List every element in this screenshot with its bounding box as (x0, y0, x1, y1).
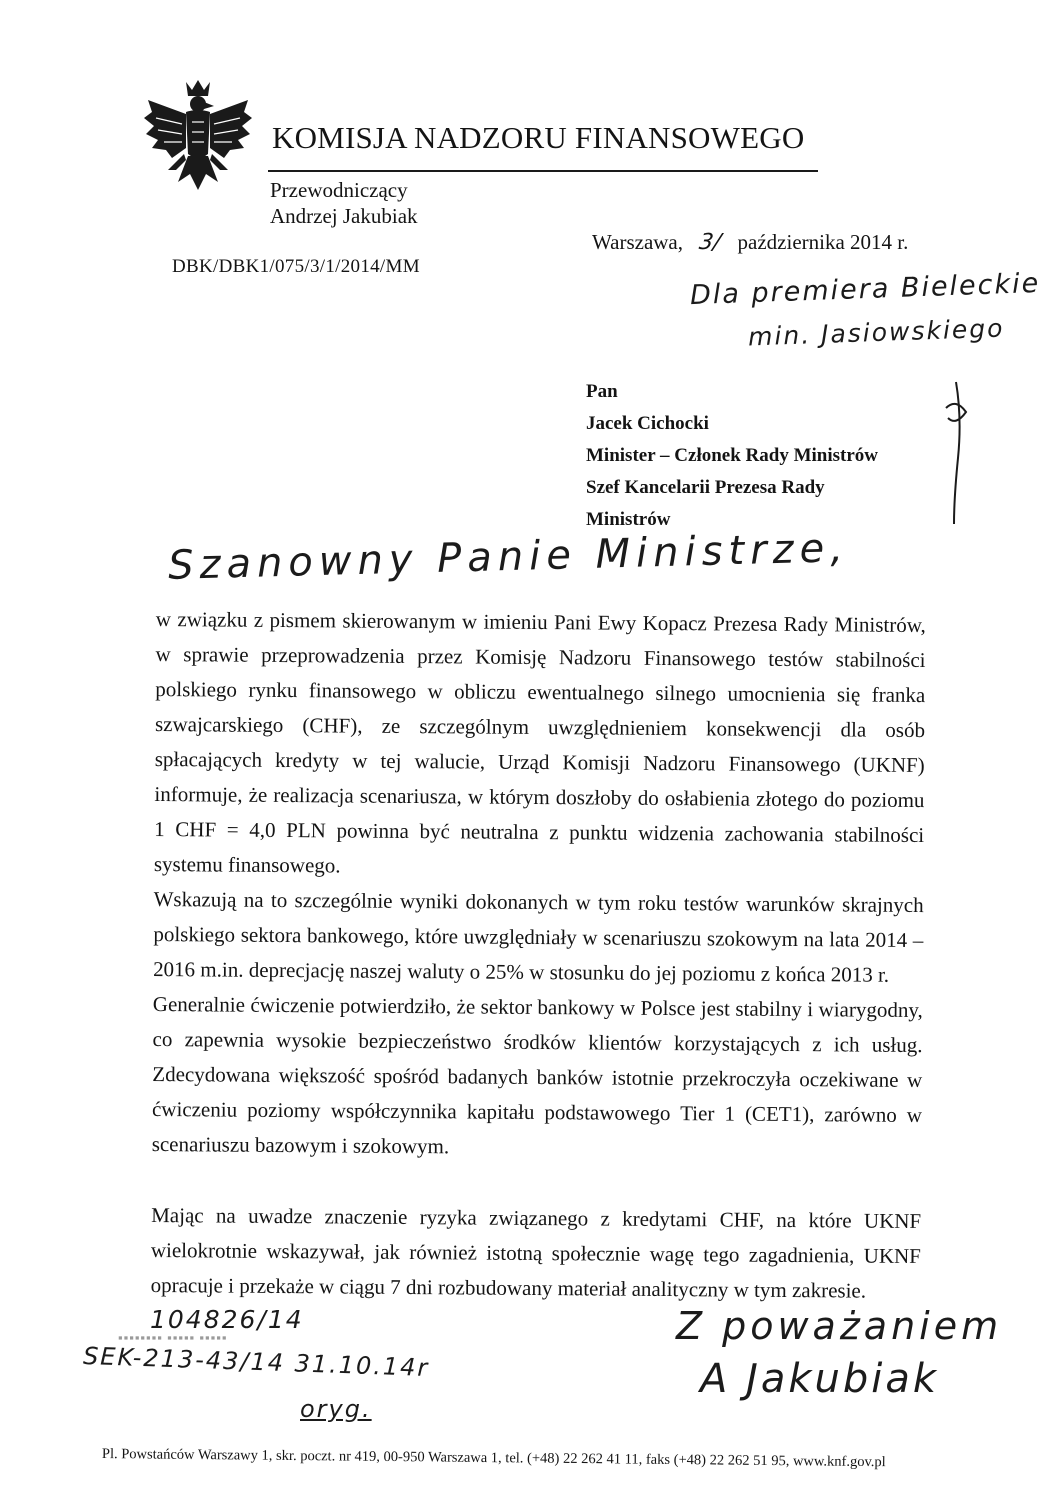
addressee-line: Szef Kancelarii Prezesa Rady (586, 477, 825, 498)
chair-title: Przewodniczący (270, 178, 408, 202)
registry-number: 104826/14 (150, 1305, 304, 1334)
handwritten-closing: Z poważaniem (676, 1304, 1003, 1348)
date-day: 3/ (697, 230, 723, 255)
polish-eagle-emblem (142, 78, 254, 196)
faint-stamp-mark: ▪▪▪▪▪▪▪▪ ▪▪▪▪▪ ▪▪▪▪▪ (118, 1330, 228, 1345)
footer-address: Pl. Powstańców Warszawy 1, skr. poczt. nr 419, 00-950 Warszawa 1, tel. (+48) 22 262 41 11, faks (+48) 22 262 51 95, www.knf.gov.pl (101, 1446, 886, 1471)
handwritten-note-line-2: min. Jasiowskiego (747, 313, 1005, 352)
body-paragraph: Wskazują na to szczególnie wyniki dokonanych w tym roku testów warunków skrajnych polskiego sektora bankowego, które uwzględniały w scenariuszu szokowym na lata 2014 – 2016 m.in. deprecjację naszej waluty o 25% w stosunku do jej poziomu z końca 2013 r. (153, 886, 924, 987)
letter-body (150, 602, 925, 1309)
body-paragraph: Generalnie ćwiczenie potwierdziło, że sektor bankowy w Polsce jest stabilny i wiarygodny, co zapewnia wysokie bezpieczeństwo środków klientów korzystających z ich usług. Zdecydowana większość spośród badanych banków istotnie przekroczyła oczekiwane w ćwiczeniu poziomy współczynnika kapitału podstawowego Tier 1 (CET1), zarówno w scenariuszu bazowym i szokowym. (151, 991, 923, 1159)
reference-number: DBK/DBK1/075/3/1/2014/MM (172, 256, 420, 277)
date-month-year: października 2014 r. (737, 230, 909, 254)
handwritten-salutation: Szanowny Panie Ministrze, (167, 525, 850, 589)
institution-name: KOMISJA NADZORU FINANSOWEGO (272, 120, 805, 155)
date-city: Warszawa, (592, 230, 684, 254)
signature: A Jakubiak (700, 1356, 940, 1402)
registry-original-mark: oryg. (300, 1395, 372, 1423)
chair-name: Andrzej Jakubiak (270, 204, 418, 228)
addressee-line: Jacek Cichocki (586, 413, 709, 434)
body-paragraph: Mając na uwadze znaczenie ryzyka związanego z kredytami CHF, na które UKNF wielokrotnie wskazywał, jak również istotną społecznie wagę tego zagadnienia, UKNF opracuje i przekaże w ciągu 7 dni rozbudowany materiał analityczny w tym zakresie. (150, 1202, 922, 1303)
registry-case-number: SEK-213-43/14 31.10.14r (82, 1341, 430, 1383)
handwritten-bracket-mark (942, 378, 970, 528)
addressee-line: Ministrów (586, 509, 671, 530)
addressee-line: Pan (586, 381, 618, 402)
header-divider (268, 170, 818, 172)
handwritten-note-line-1: Dla premiera Bieleckie (689, 267, 1041, 312)
date-line (592, 230, 908, 255)
body-paragraph: w związku z pismem skierowanym w imieniu Pani Ewy Kopacz Prezesa Rady Ministrów, w sprawie przeprowadzenia przez Komisję Nadzoru Finansowego testów stabilności polskiego rynku finansowego w obliczu ewentualnego silnego umocnienia się franka szwajcarskiego (CHF), ze szczególnym uwzględnieniem konsekwencji dla osób spłacających kredyty w tej walucie, Urząd Komisji Nadzoru Finansowego (UKNF) informuje, że realizacja scenariusza, w którym doszłoby do osłabienia złotego do poziomu 1 CHF = 4,0 PLN powinna być neutralna z punktu widzenia zachowania stabilności systemu finansowego. (153, 606, 926, 878)
addressee-block (586, 376, 878, 536)
addressee-line: Minister – Członek Rady Ministrów (586, 445, 879, 466)
